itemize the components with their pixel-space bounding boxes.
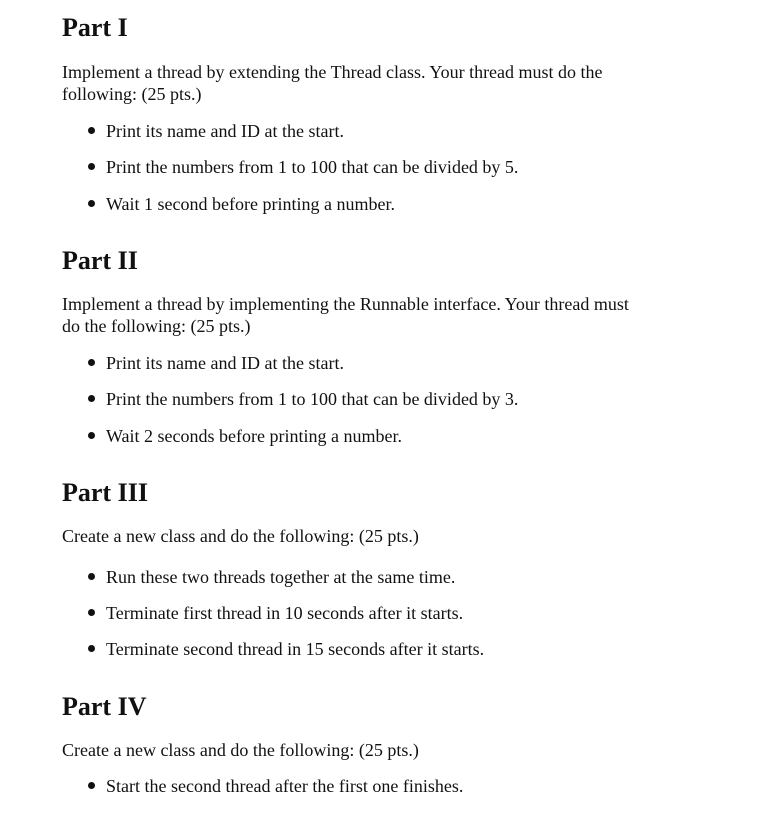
part-1-intro-line-2: following: (25 pts.) [62,84,202,104]
part-3-bullet-1 [88,566,455,588]
bullet-icon [88,645,95,652]
part-2-bullet-1 [88,352,344,374]
part-1-bullet-2 [88,156,518,178]
part-4-intro-line-1: Create a new class and do the following: (25 pts.) [62,740,419,760]
bullet-icon [88,609,95,616]
bullet-icon [88,782,95,789]
part-1-title: Part I [62,13,128,42]
bullet-icon [88,127,95,134]
part-3-intro-line-1: Create a new class and do the following: (25 pts.) [62,526,419,546]
bullet-icon [88,359,95,366]
part-3-title: Part III [62,478,148,507]
part-2-bullet-2-text: Print the numbers from 1 to 100 that can be divided by 3. [106,389,519,409]
part-2-title: Part II [62,246,138,275]
part-3-bullet-1-text: Run these two threads together at the same time. [106,567,456,587]
part-4-bullet-1 [88,775,463,797]
part-4-bullet-1-text: Start the second thread after the first one finishes. [106,776,464,796]
part-4-title: Part IV [62,692,147,721]
part-1-bullet-2-text: Print the numbers from 1 to 100 that can be divided by 5. [106,157,519,177]
bullet-icon [88,432,95,439]
part-4-intro [62,739,702,761]
bullet-icon [88,395,95,402]
bullet-icon [88,200,95,207]
part-3-intro [62,525,702,547]
part-2-intro-line-2: do the following: (25 pts.) [62,316,251,336]
part-3-bullet-2-text: Terminate first thread in 10 seconds after it starts. [106,603,464,623]
bullet-icon [88,163,95,170]
bullet-icon [88,573,95,580]
part-3-bullet-2 [88,602,463,624]
part-1-bullet-3-text: Wait 1 second before printing a number. [106,194,395,214]
part-2-bullet-3-text: Wait 2 seconds before printing a number. [106,426,402,446]
part-1-intro-line-1: Implement a thread by extending the Thread class. Your thread must do the [62,62,603,82]
part-3-bullet-3-text: Terminate second thread in 15 seconds after it starts. [106,639,485,659]
part-1-bullet-1-text: Print its name and ID at the start. [106,121,344,141]
part-2-intro-line-1: Implement a thread by implementing the Runnable interface. Your thread must [62,294,629,314]
part-1-bullet-3 [88,193,395,215]
part-2-bullet-2 [88,388,518,410]
part-3-bullet-3 [88,638,484,660]
part-2-bullet-1-text: Print its name and ID at the start. [106,353,344,373]
part-1-bullet-1 [88,120,344,142]
part-1-intro [62,61,702,105]
part-2-bullet-3 [88,425,402,447]
part-2-intro [62,293,702,337]
